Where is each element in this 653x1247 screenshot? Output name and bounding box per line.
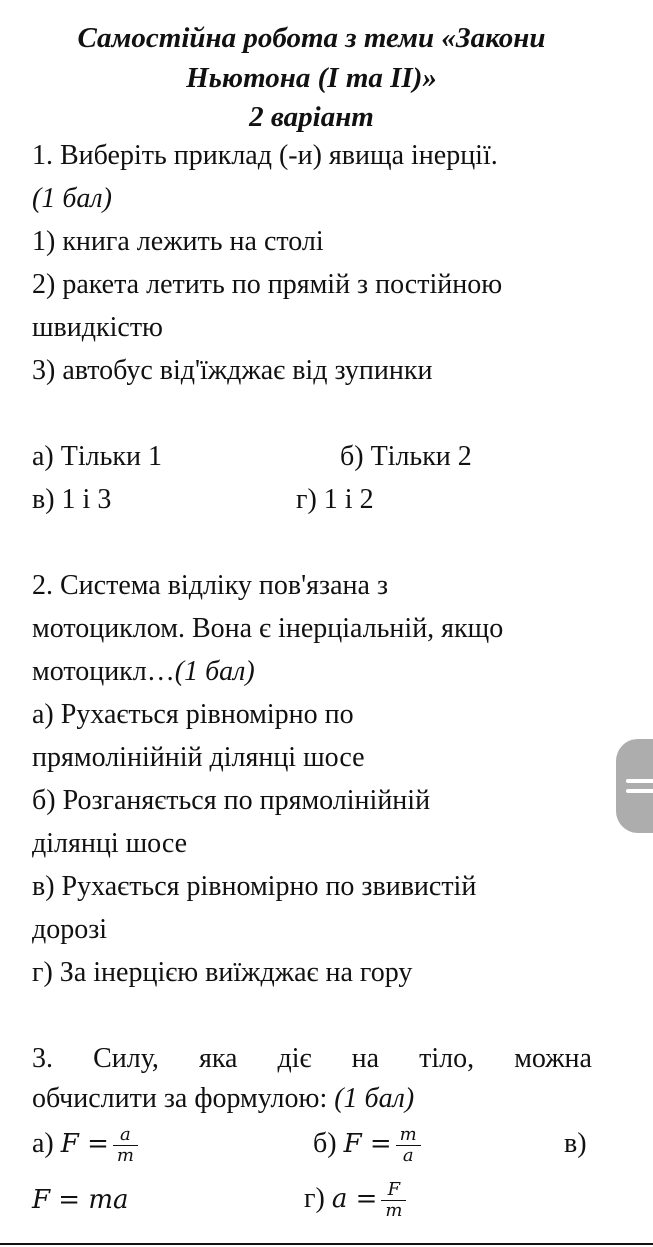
q3-line-1 (32, 1039, 592, 1079)
q2-option-v: в) Рухається рівномірно по звивистій (32, 871, 477, 902)
q2-line-3-text: мотоцикл… (32, 656, 175, 687)
q3-option-a-fraction (113, 1125, 138, 1166)
fraction-numerator: a (113, 1125, 138, 1146)
q3-option-g-fraction (381, 1180, 406, 1221)
q3-option-a-lhs: F = (60, 1129, 109, 1159)
q3-word: можна (514, 1043, 592, 1074)
bottom-divider (0, 1243, 653, 1245)
q1-item-2: 2) ракета летить по прямій з постійною (32, 269, 503, 300)
title-line-1: Самостійна робота з теми «Закони (77, 22, 546, 54)
q3-word: Силу, (93, 1043, 159, 1074)
side-panel-handle[interactable] (616, 739, 653, 833)
q1-answer-g: г) 1 і 2 (296, 484, 374, 515)
q1-text: 1. Виберіть приклад (-и) явища інерції. (32, 140, 498, 171)
q3-word: тіло, (419, 1043, 475, 1074)
q3-points: (1 бал) (334, 1083, 415, 1114)
fraction-denominator: a (402, 1145, 414, 1167)
q1-answer-a: а) Тільки 1 (32, 441, 162, 472)
q2-line-3 (32, 652, 255, 692)
q2-line-2: мотоциклом. Вона є інерціальній, якщо (32, 613, 504, 644)
q2-option-g: г) За інерцією виїжджає на гору (32, 957, 413, 988)
q3-option-b-lhs: F = (343, 1129, 392, 1159)
title-line-2: Ньютона (І та ІІ)» (186, 62, 437, 94)
q2-line-1: 2. Система відліку пов'язана з (32, 570, 389, 601)
q2-option-v-cont: дорозі (32, 914, 108, 945)
q1-answer-b: б) Тільки 2 (340, 441, 472, 472)
q2-option-a: а) Рухається рівномірно по (32, 699, 354, 730)
q1-item-2-cont: швидкістю (32, 312, 163, 343)
q3-option-b (313, 1122, 421, 1166)
q3-word: на (351, 1043, 380, 1074)
q3-option-g-label: г) (304, 1183, 332, 1214)
fraction-denominator: m (385, 1200, 403, 1222)
handle-line-icon (626, 789, 653, 793)
q3-word: яка (198, 1043, 238, 1074)
q3-line-2 (32, 1079, 414, 1119)
q2-points: (1 бал) (174, 656, 255, 687)
q2-option-b: б) Розганяється по прямолінійній (32, 785, 431, 816)
q3-option-v-label: в) (564, 1128, 587, 1159)
q2-option-b-cont: ділянці шосе (32, 828, 188, 859)
q3-word: діє (277, 1043, 312, 1074)
q3-option-a-label: а) (32, 1128, 61, 1159)
q1-answer-v: в) 1 і 3 (32, 484, 112, 515)
fraction-denominator: m (116, 1145, 134, 1167)
q3-line-2-text: обчислити за формулою: (32, 1083, 335, 1114)
q3-option-g-lhs: a = (331, 1184, 378, 1214)
q1-item-1: 1) книга лежить на столі (32, 226, 324, 257)
q3-option-a (32, 1122, 138, 1166)
q3-word: 3. (32, 1043, 53, 1074)
q3-option-b-label: б) (313, 1128, 344, 1159)
q3-option-v-formula: F = ma (32, 1185, 129, 1215)
q1-item-3: 3) автобус від'їжджає від зупинки (32, 355, 433, 386)
fraction-numerator: F (381, 1180, 406, 1201)
q1-points: (1 бал) (32, 183, 112, 214)
q3-option-g (304, 1176, 406, 1222)
variant-label: 2 варіант (249, 101, 374, 133)
q3-option-b-fraction (396, 1125, 421, 1166)
handle-line-icon (626, 779, 653, 783)
fraction-numerator: m (396, 1125, 421, 1146)
q2-option-a-cont: прямолінійній ділянці шосе (32, 742, 365, 773)
